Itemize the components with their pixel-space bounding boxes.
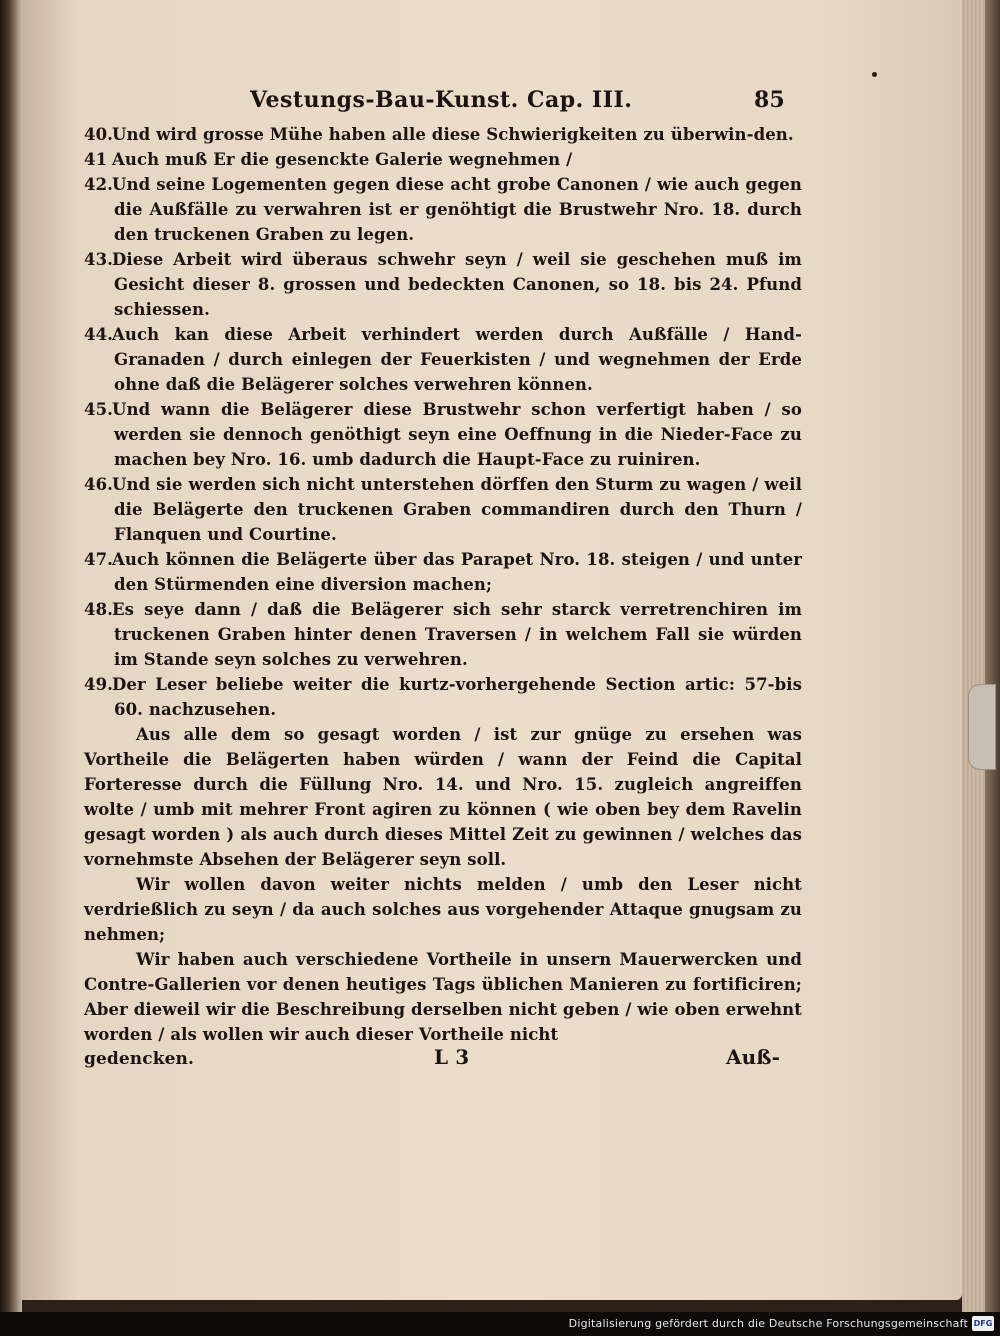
book-page: [22, 0, 962, 1300]
item-number: 48.: [84, 600, 114, 619]
numbered-item: [84, 397, 802, 472]
signature-mark: L 3: [434, 1045, 470, 1069]
dfg-logo: DFG: [972, 1316, 994, 1331]
body-paragraph: Wir wollen davon weiter nichts melden / umb den Leser nicht verdrießlich zu seyn / da auch solches aus vorgehender Attaque gnugsam zu nehmen;: [84, 875, 802, 944]
page-header: [84, 86, 802, 122]
item-text: Es seye dann / daß die Belägerer sich sehr starck verretrenchiren im truckenen Graben hinter denen Traversen / in welchem Fall sie würden im Stande seyn solches zu verwehren.: [112, 600, 802, 669]
item-number: 44.: [84, 325, 114, 344]
numbered-item: [84, 547, 802, 597]
footer-catchline: gedencken.: [84, 1049, 194, 1069]
bookmark-tab: [968, 684, 996, 770]
item-number: 42.: [84, 175, 114, 194]
item-text: Auch kan diese Arbeit verhindert werden durch Außfälle / Hand-Granaden / durch einlegen der Feuerkisten / und wegnehmen der Erde ohne daß die Belägerer solches verwehren können.: [112, 325, 802, 394]
item-number: 49.: [84, 675, 114, 694]
credit-text: Digitalisierung gefördert durch die Deutsche Forschungsgemeinschaft: [568, 1317, 968, 1330]
item-number: 47.: [84, 550, 114, 569]
numbered-item: [84, 597, 802, 672]
numbered-item: [84, 322, 802, 397]
page-stack-shadow: [985, 0, 1000, 1312]
item-text: Der Leser beliebe weiter die kurtz-vorhergehende Section artic: 57-bis 60. nachzusehen.: [112, 675, 802, 719]
item-text: Und wann die Belägerer diese Brustwehr schon verfertigt haben / so werden sie dennoch genöthigt seyn eine Oeffnung in die Nieder-Face zu machen bey Nro. 16. umb dadurch die Haupt-Face zu ruiniren.: [112, 400, 802, 469]
body-paragraph: Wir haben auch verschiedene Vortheile in unsern Mauerwercken und Contre-Gallerien vor denen heutiges Tags üblichen Manieren zu fortificiren; Aber dieweil wir die Beschreibung derselben nicht geben / wie oben erwehnt worden / als wollen wir auch dieser Vortheile nicht: [84, 950, 802, 1044]
numbered-item: [84, 147, 802, 172]
item-text: Und sie werden sich nicht unterstehen dörffen den Sturm zu wagen / weil die Belägerte den truckenen Graben commandiren durch den Thurn / Flanquen und Courtine.: [112, 475, 802, 544]
body-paragraph: Aus alle dem so gesagt worden / ist zur gnüge zu ersehen was Vortheile die Belägerten haben würden / wann der Feind die Capital Forteresse durch die Füllung Nro. 14. und Nro. 15. zugleich angreiffen wolte / umb mit mehrer Front agiren zu können ( wie oben bey dem Ravelin gesagt worden ) als auch durch dieses Mittel Zeit zu gewinnen / welches das vornehmste Absehen der Belägerer seyn soll.: [84, 725, 802, 869]
item-text: Und seine Logementen gegen diese acht grobe Canonen / wie auch gegen die Außfälle zu verwahren ist er genöhtigt die Brustwehr Nro. 18. durch den truckenen Graben zu legen.: [112, 175, 802, 244]
item-number: 41: [84, 150, 108, 169]
credit-bar: [0, 1312, 1000, 1336]
item-number: 43.: [84, 250, 114, 269]
numbered-item: [84, 122, 802, 147]
catchword: Auß-: [726, 1045, 780, 1069]
numbered-item: [84, 672, 802, 722]
page-text: [84, 86, 802, 1075]
numbered-item: [84, 172, 802, 247]
item-text: Auch muß Er die gesenckte Galerie wegnehmen /: [112, 150, 573, 169]
running-title: Vestungs-Bau-Kunst. Cap. III.: [250, 87, 633, 113]
numbered-item: [84, 247, 802, 322]
facing-page-bleed-marks: [4, 150, 18, 910]
numbered-item: [84, 472, 802, 547]
page-footer: [84, 1047, 802, 1075]
page-number: 85: [754, 87, 785, 113]
item-number: 46.: [84, 475, 114, 494]
item-number: 45.: [84, 400, 114, 419]
item-text: Diese Arbeit wird überaus schwehr seyn / weil sie geschehen muß im Gesicht dieser 8. grossen und bedeckten Canonen, so 18. bis 24. Pfund schiessen.: [112, 250, 802, 319]
ink-speck: [872, 72, 877, 77]
item-number: 40.: [84, 125, 114, 144]
item-text: Und wird grosse Mühe haben alle diese Schwierigkeiten zu überwin-den.: [112, 125, 794, 144]
item-text: Auch können die Belägerte über das Parapet Nro. 18. steigen / und unter den Stürmenden eine diversion machen;: [112, 550, 802, 594]
